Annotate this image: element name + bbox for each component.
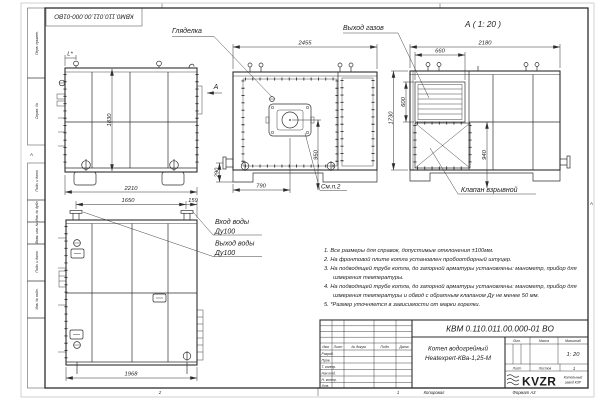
dim-1830: 1830 (107, 113, 113, 127)
footer-format: Формат А3 (512, 390, 536, 395)
col-list: Лист (333, 345, 343, 349)
rear-view-title: А ( 1: 20 ) (465, 20, 501, 29)
label-water-inlet-dn: Ду100 (215, 228, 236, 236)
margin-field-podp-data-2: Подп. и дата (35, 251, 39, 273)
row-tkontr: Т. контр. (321, 365, 337, 369)
lifting-eye-icon (74, 61, 194, 68)
note-4: 4. На подводящей трубе котла, до запорной арматуры установлены: манометр, прибор для измерения температуры и обвод с обратным клапаном Ду не менее 50 мм. (324, 284, 577, 299)
col-podp: Подп. (380, 345, 390, 349)
note-3: 3. На подводящей трубе котла, до запорной арматуры установлены: манометр, прибор для измерения температуры. (324, 266, 577, 281)
dim-1650: 1650 (121, 198, 135, 204)
logo-sub2: завод КЗР (564, 380, 582, 385)
note-2: 2. На фронтовой плите котла установлен пробоотборный штуцер. (324, 257, 512, 263)
note-1: 1. Все размеры для справок, допустимые отклонения ±100мм. (324, 248, 494, 254)
technical-notes (324, 247, 586, 310)
label-see-note: См.п.2 (321, 183, 341, 191)
top-stamp-text: КВМ0.110.011.00.000-01ВО (54, 12, 134, 20)
col-data: Дата (399, 345, 409, 349)
label-sight-glass: Гляделка (172, 28, 202, 35)
dim-660: 660 (435, 48, 445, 55)
scale-label: Масштаб (565, 339, 581, 343)
dim-950: 950 (313, 150, 320, 160)
dim-290: 290 (214, 167, 221, 178)
footer-copied: Копировал (423, 390, 445, 395)
margin-field-perv-primen: Перв. примен. (35, 31, 39, 55)
row-utv: Утв. (321, 384, 330, 388)
right-pipe-stub (560, 156, 570, 168)
row-razrab: Разраб. (321, 352, 334, 356)
footer-strip (158, 390, 536, 395)
side-view (57, 52, 222, 196)
zone-number-right: 1 (396, 390, 400, 395)
margin-field-podp-data-1: Подп. и дата (35, 170, 39, 192)
margin-field-inv-dubl: Инв. № дубл. (35, 200, 39, 222)
col-izm: Изм. (322, 345, 330, 349)
mass-label: Масса (538, 339, 550, 343)
label-water-outlet-dn: Ду100 (215, 250, 236, 257)
label-water-outlet: Выход воды (215, 240, 255, 248)
kvzr-logo (507, 375, 582, 389)
margin-field-vzam-inv: Взам. инв. № (35, 222, 39, 244)
left-pipe-stub (223, 157, 233, 169)
logo-text: KVZR (522, 374, 557, 389)
dim-2180: 2180 (478, 40, 492, 47)
piping-view (58, 198, 262, 381)
dim-1968: 1968 (124, 371, 138, 378)
water-flange-right (181, 211, 193, 221)
label-gas-outlet: Выход газов (343, 25, 384, 32)
sheets-value: 1 (572, 365, 576, 371)
top-stamp (46, 8, 142, 26)
front-view (172, 27, 377, 193)
logo-sub1: Котельный (563, 375, 583, 380)
explosion-valve-panel (415, 123, 470, 168)
dim-2455: 2455 (298, 40, 312, 47)
sheet-frame (21, 3, 594, 397)
zone-letter-left: А (30, 152, 33, 157)
product-name-line2: Heatexpert-КВа-1,25-М (424, 355, 492, 362)
product-name-line1: Котел водогрейный (428, 345, 488, 353)
row-nachotd: Нач.отд. (321, 371, 336, 376)
row-nkontr: Н. контр. (321, 378, 337, 382)
sight-glass-icon (270, 97, 275, 102)
sheet-label: Лист (512, 366, 522, 371)
col-docum: № докум. (351, 345, 367, 349)
label-water-inlet: Вход воды (215, 219, 249, 226)
water-flange-left (70, 211, 82, 221)
dim-600: 600 (401, 97, 407, 107)
title-block (320, 320, 588, 389)
scale-value: 1: 20 (566, 352, 580, 358)
dim-159: 159 (188, 198, 198, 204)
sheets-label: Листов (538, 366, 552, 371)
note-5: 5. *Размер уточняется в зависимости от марки горелки. (324, 302, 481, 308)
label-explosion-valve: Клапан взрывной (461, 187, 518, 194)
dim-940: 940 (482, 150, 488, 160)
dim-1730: 1730 (388, 111, 395, 125)
zone-letter-right: А (590, 201, 593, 206)
dim-790: 790 (256, 183, 266, 190)
zone-number-left: 2 (158, 390, 162, 395)
section-arrow-label: А (213, 84, 219, 91)
lit-label: Лит. (513, 339, 521, 343)
dim-2210: 2210 (124, 186, 138, 192)
row-prov: Пров. (321, 358, 331, 363)
doc-number: КВМ 0.110.011.00.000-01 ВО (446, 324, 554, 334)
gas-outlet-grille (415, 82, 465, 122)
margin-field-sprav-no: Справ. № (35, 102, 39, 120)
margin-field-inv-podl: Инв. № подл. (35, 288, 39, 310)
dim-l-star: L* (67, 51, 73, 58)
